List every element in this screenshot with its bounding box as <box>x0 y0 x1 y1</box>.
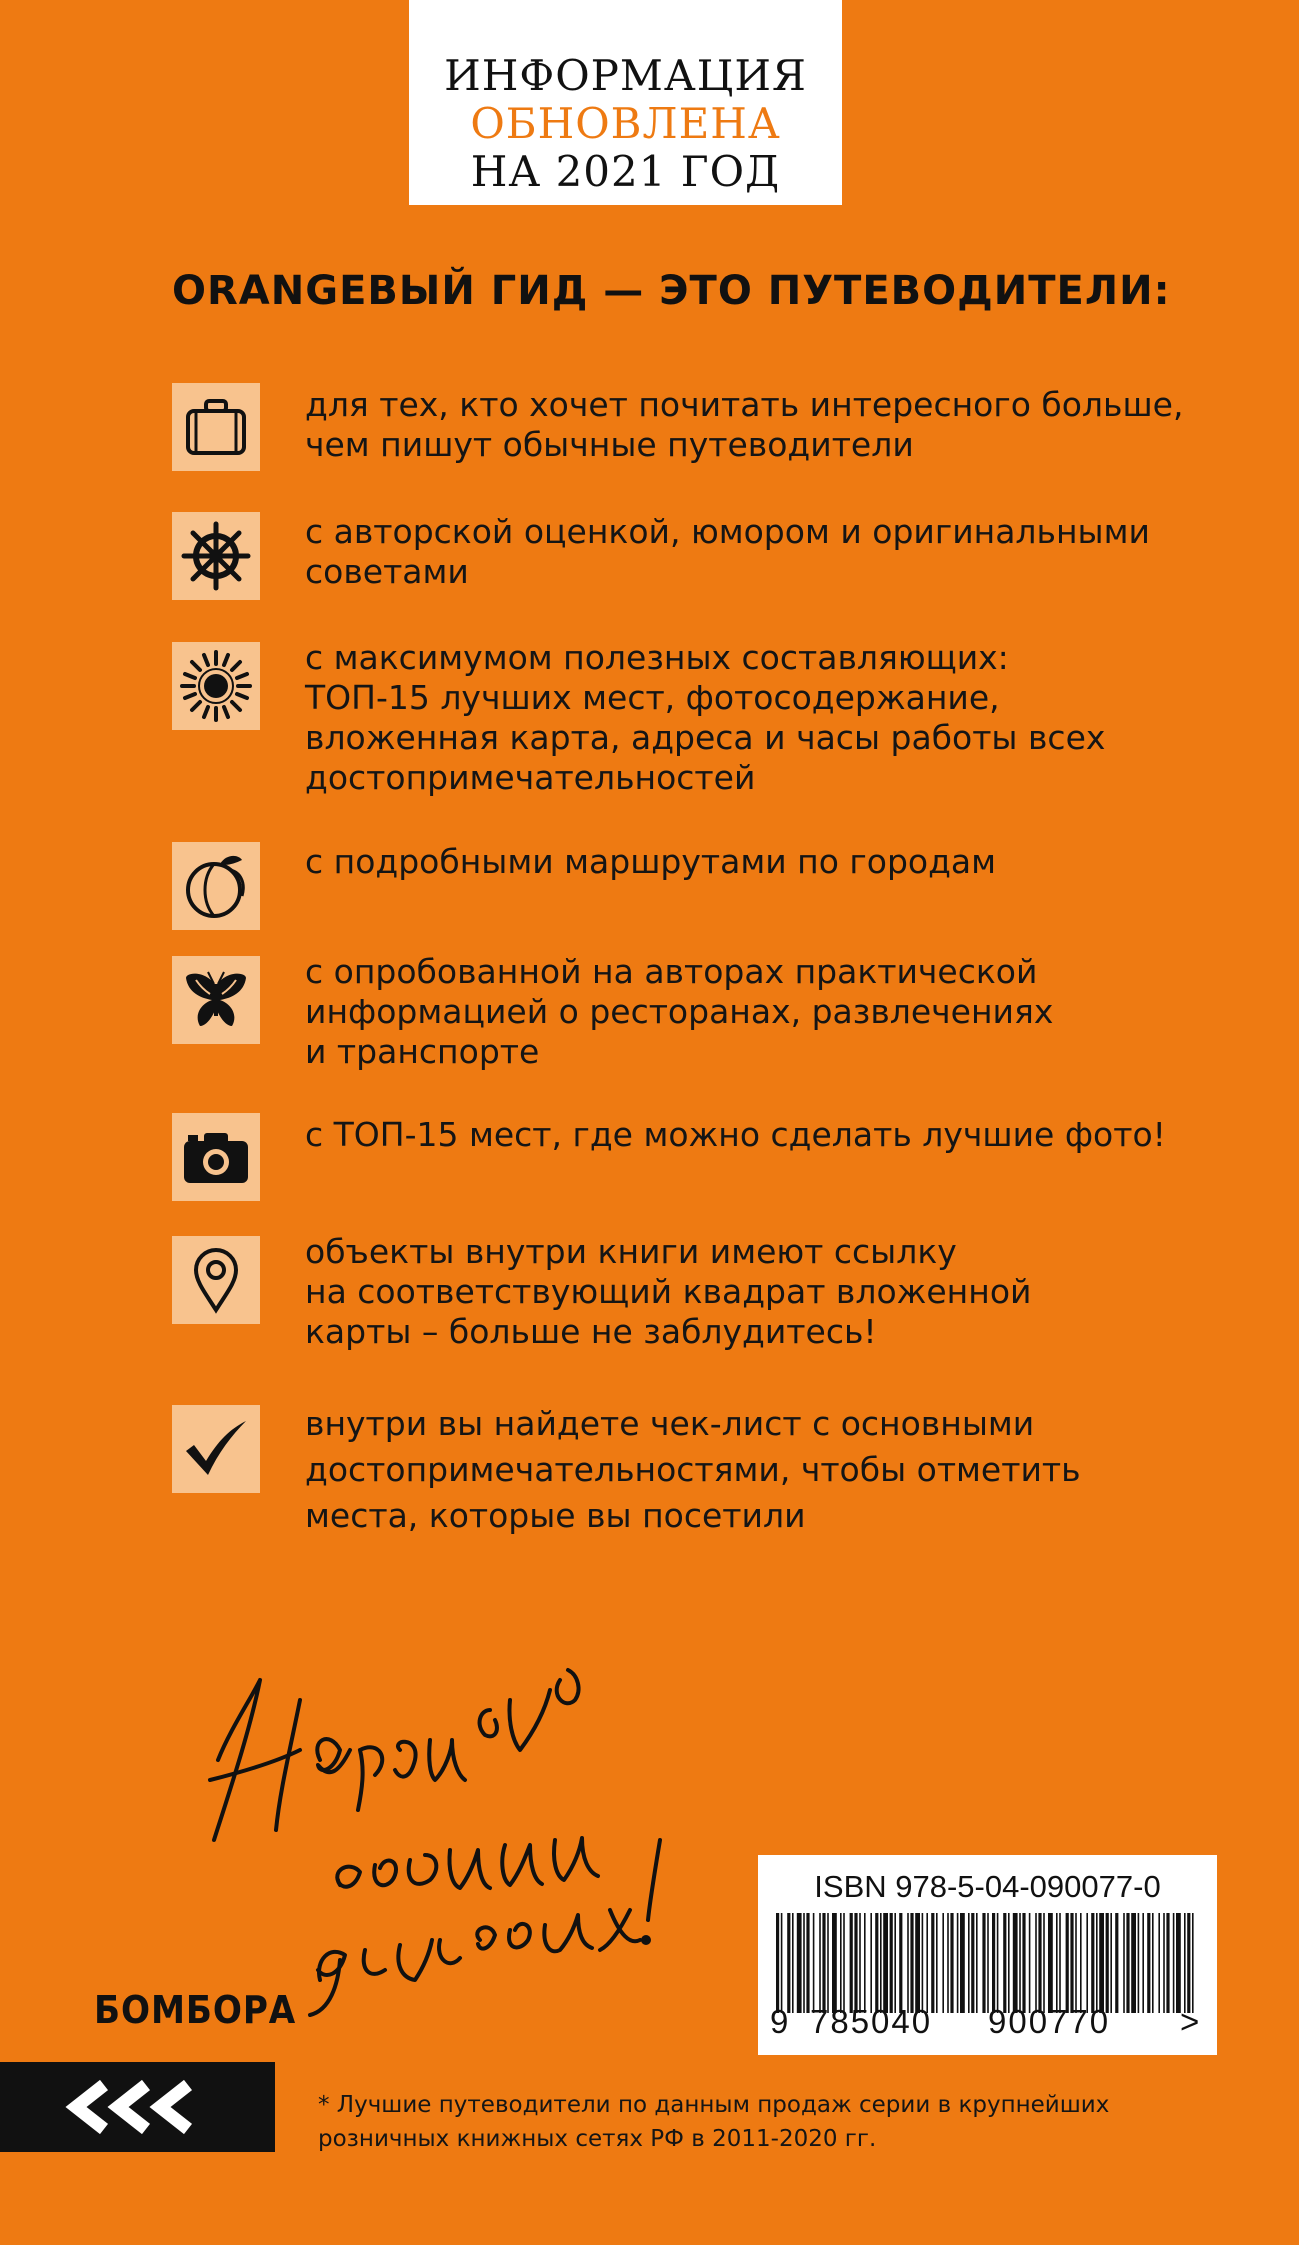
barcode-bar <box>971 1913 974 2013</box>
barcode-bar <box>936 1913 938 2013</box>
barcode-digits-left: 785040 <box>810 2003 933 2040</box>
barcode-bars <box>776 1913 1196 2013</box>
feature-item <box>172 638 1232 802</box>
feature-item <box>172 383 1232 473</box>
barcode-bar <box>776 1913 779 2013</box>
update-banner <box>409 0 842 205</box>
peach-icon <box>172 842 260 930</box>
barcode-bar <box>926 1913 928 2013</box>
barcode-bar <box>907 1913 909 2013</box>
barcode-bar <box>806 1913 809 2013</box>
barcode-bar <box>1176 1913 1181 2013</box>
barcode-bar <box>1184 1913 1186 2013</box>
barcode-bar <box>1096 1913 1098 2013</box>
barcode-bar <box>950 1913 953 2013</box>
barcode-bar <box>1038 1913 1041 2013</box>
barcode-bar <box>1091 1913 1094 2013</box>
barcode-bar <box>819 1913 821 2013</box>
barcode-bar <box>864 1913 866 2013</box>
barcode-bar <box>822 1913 825 2013</box>
ship-wheel-icon <box>172 512 260 600</box>
barcode-bar <box>792 1913 794 2013</box>
chevrons-left-icon <box>58 2077 218 2137</box>
barcode-bar <box>859 1913 861 2013</box>
barcode-bar <box>1158 1913 1160 2013</box>
barcode-bar <box>1066 1913 1069 2013</box>
barcode-bar <box>942 1913 944 2013</box>
barcode-bar <box>850 1913 853 2013</box>
barcode-bar <box>1099 1913 1104 2013</box>
barcode-bar <box>1166 1913 1169 2013</box>
feature-text: с опробованной на авторах практической информацией о ресторанах, развлечениях и транспорте <box>305 952 1054 1071</box>
barcode-bar <box>1138 1913 1140 2013</box>
publisher-logo: БОМБОРА <box>94 1988 297 2032</box>
feature-text: для тех, кто хочет почитать интересного больше, чем пишут обычные путеводители <box>305 385 1184 464</box>
barcode-bar <box>997 1913 999 2013</box>
barcode-bar <box>915 1913 920 2013</box>
barcode-bar <box>880 1913 882 2013</box>
barcode-bar <box>976 1913 978 2013</box>
barcode-bar <box>1070 1913 1073 2013</box>
barcode-bar <box>982 1913 985 2013</box>
feature-text: объекты внутри книги имеют ссылку на соответствующий квадрат вложенной карты – больше не заблудитесь! <box>305 1232 1032 1351</box>
barcode-bar <box>1008 1913 1010 2013</box>
isbn-number: ISBN 978-5-04-090077-0 <box>814 1869 1161 1904</box>
isbn-barcode <box>758 1855 1217 2055</box>
feature-text: с ТОП-15 мест, где можно сделать лучшие фото! <box>305 1115 1166 1154</box>
barcode-bar <box>910 1913 913 2013</box>
barcode-bar <box>947 1913 949 2013</box>
banner-line-1: ИНФОРМАЦИЯ <box>444 51 807 100</box>
barcode-bar <box>1187 1913 1190 2013</box>
barcode-bar <box>781 1913 783 2013</box>
barcode-bar <box>1126 1913 1129 2013</box>
barcode-bar <box>787 1913 790 2013</box>
barcode-bar <box>922 1913 924 2013</box>
barcode-bar <box>1147 1913 1150 2013</box>
handwritten-slogan <box>190 1640 750 2020</box>
suitcase-icon <box>172 383 260 471</box>
barcode-bar <box>1013 1913 1018 2013</box>
barcode-bar <box>875 1913 878 2013</box>
barcode-bar <box>883 1913 888 2013</box>
barcode-bar <box>1106 1913 1109 2013</box>
butterfly-icon <box>172 956 260 1044</box>
barcode-bar <box>813 1913 815 2013</box>
barcode-digits-right: 900770 <box>988 2003 1111 2040</box>
barcode-bar <box>843 1913 845 2013</box>
barcode-bar <box>1059 1913 1061 2013</box>
barcode-bar <box>899 1913 902 2013</box>
barcode-bar <box>1086 1913 1088 2013</box>
barcode-bar <box>931 1913 934 2013</box>
barcode-bar <box>1043 1913 1045 2013</box>
barcode-bar <box>840 1913 842 2013</box>
barcode-bar <box>1080 1913 1082 2013</box>
barcode-bar <box>827 1913 829 2013</box>
barcode-bar <box>854 1913 857 2013</box>
feature-text: с подробными маршрутами по городам <box>305 842 997 881</box>
sun-icon <box>172 642 260 730</box>
barcode-bar <box>1123 1913 1125 2013</box>
barcode-bar <box>803 1913 805 2013</box>
feature-item <box>172 952 1232 1076</box>
barcode-bar <box>1115 1913 1118 2013</box>
banner-line-2: ОБНОВЛЕНА <box>470 99 781 148</box>
footnote: * Лучшие путеводители по данным продаж серии в крупнейших розничных книжных сетях РФ в 2011-2020 гг. <box>318 2092 1110 2152</box>
barcode-quiet-zone: > <box>1180 2003 1200 2040</box>
barcode-bar <box>992 1913 995 2013</box>
barcode-bar <box>1003 1913 1006 2013</box>
feature-item <box>172 1405 1232 1545</box>
barcode-bar <box>890 1913 893 2013</box>
barcode-bar <box>1131 1913 1136 2013</box>
feature-text: с авторской оценкой, юмором и оригинальными советами <box>305 512 1150 591</box>
barcode-bar <box>1110 1913 1112 2013</box>
headline: ORANGEВЫЙ ГИД — ЭТО ПУТЕВОДИТЕЛИ: <box>172 268 1171 314</box>
barcode-bar <box>1035 1913 1037 2013</box>
barcode-bar <box>1075 1913 1077 2013</box>
barcode-bar <box>957 1913 959 2013</box>
barcode-bar <box>968 1913 970 2013</box>
barcode-bar <box>870 1913 872 2013</box>
feature-text: с максимумом полезных составляющих: ТОП-15 лучших мест, фотосодержание, вложенная карта, адреса и часы работы всех достопримечательностей <box>305 638 1106 797</box>
barcode-bar <box>1173 1913 1175 2013</box>
feature-item <box>172 512 1232 602</box>
checkmark-icon <box>172 1405 260 1493</box>
barcode-bar <box>1142 1913 1144 2013</box>
barcode-bar <box>894 1913 896 2013</box>
feature-item <box>172 842 1232 932</box>
feature-text: внутри вы найдете чек-лист с основными достопримечательностями, чтобы отметить места, которые вы посетили <box>305 1404 1081 1535</box>
feature-item <box>172 1232 1232 1356</box>
barcode-bar <box>1022 1913 1025 2013</box>
banner-line-3: НА 2021 ГОД <box>470 147 781 196</box>
barcode-bar <box>797 1913 802 2013</box>
barcode-bar <box>1192 1913 1194 2013</box>
map-pin-icon <box>172 1236 260 1324</box>
feature-item <box>172 1113 1232 1203</box>
barcode-bar <box>832 1913 837 2013</box>
barcode-digit-lead: 9 <box>770 2003 789 2040</box>
barcode-bar <box>960 1913 965 2013</box>
barcode-bar <box>1152 1913 1154 2013</box>
barcode-bar <box>1056 1913 1058 2013</box>
barcode-bar <box>1029 1913 1031 2013</box>
barcode-bar <box>1048 1913 1053 2013</box>
series-logo <box>0 2062 275 2152</box>
barcode-bar <box>1019 1913 1021 2013</box>
camera-icon <box>172 1113 260 1201</box>
barcode-bar <box>1163 1913 1165 2013</box>
barcode-bar <box>987 1913 989 2013</box>
